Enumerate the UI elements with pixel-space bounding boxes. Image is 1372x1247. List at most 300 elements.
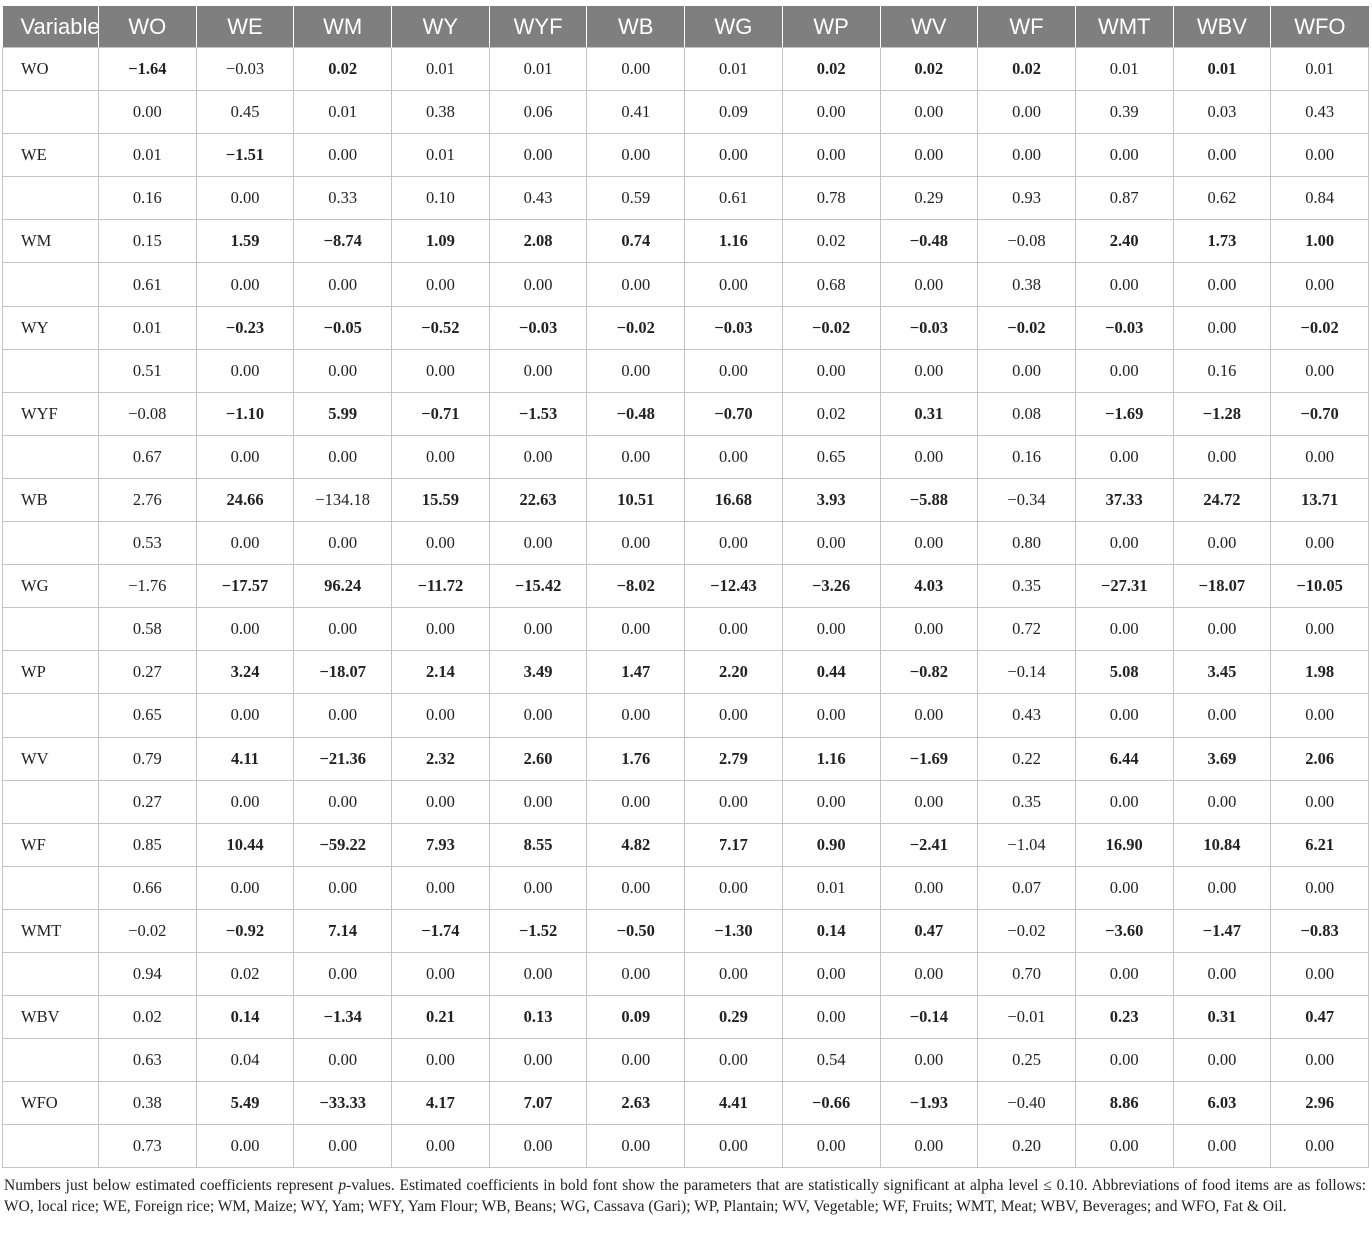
pvalue-cell: 0.00 <box>685 1039 783 1082</box>
coefficient-cell: 1.00 <box>1271 220 1369 263</box>
coefficient-cell: 2.08 <box>489 220 587 263</box>
coefficient-cell: 0.02 <box>782 48 880 91</box>
coefficient-cell: −1.93 <box>880 1082 978 1125</box>
pvalue-cell: 0.38 <box>392 91 490 134</box>
pvalue-cell: 0.00 <box>880 263 978 306</box>
pvalue-cell: 0.00 <box>685 349 783 392</box>
pvalue-cell: 0.00 <box>196 608 294 651</box>
coefficient-row <box>3 1082 1369 1125</box>
elasticity-table <box>2 6 1369 1168</box>
row-label <box>3 608 99 651</box>
coefficient-cell: −1.69 <box>880 737 978 780</box>
header-col-wbv: WBV <box>1173 6 1271 48</box>
coefficient-cell: −0.92 <box>196 909 294 952</box>
coefficient-cell: −1.04 <box>978 823 1076 866</box>
coefficient-cell: 0.00 <box>587 48 685 91</box>
pvalue-cell: 0.00 <box>196 435 294 478</box>
coefficient-cell: 0.02 <box>782 392 880 435</box>
coefficient-cell: −1.64 <box>99 48 197 91</box>
header-col-wm: WM <box>294 6 392 48</box>
row-label: WY <box>3 306 99 349</box>
coefficient-row <box>3 909 1369 952</box>
pvalue-cell: 0.00 <box>1173 435 1271 478</box>
pvalue-cell: 0.43 <box>489 177 587 220</box>
coefficient-cell: −21.36 <box>294 737 392 780</box>
pvalue-cell: 0.00 <box>489 435 587 478</box>
header-col-wy: WY <box>392 6 490 48</box>
coefficient-cell: −0.66 <box>782 1082 880 1125</box>
footnote-part1: Numbers just below estimated coefficients represent <box>4 1177 339 1194</box>
coefficient-cell: 0.27 <box>99 651 197 694</box>
header-col-wmt: WMT <box>1075 6 1173 48</box>
pvalue-cell: 0.00 <box>685 952 783 995</box>
coefficient-cell: −1.47 <box>1173 909 1271 952</box>
pvalue-cell: 0.10 <box>392 177 490 220</box>
row-label: WBV <box>3 996 99 1039</box>
pvalue-cell: 0.16 <box>99 177 197 220</box>
pvalue-cell: 0.00 <box>587 780 685 823</box>
pvalue-cell: 0.00 <box>880 522 978 565</box>
coefficient-cell: −0.82 <box>880 651 978 694</box>
pvalue-cell: 0.73 <box>99 1125 197 1168</box>
coefficient-cell: −0.03 <box>1075 306 1173 349</box>
pvalue-cell: 0.00 <box>587 608 685 651</box>
pvalue-cell: 0.00 <box>685 1125 783 1168</box>
pvalue-cell: 0.00 <box>1271 1125 1369 1168</box>
coefficient-cell: 2.32 <box>392 737 490 780</box>
pvalue-cell: 0.00 <box>685 435 783 478</box>
coefficient-cell: 0.85 <box>99 823 197 866</box>
pvalue-row <box>3 694 1369 737</box>
coefficient-cell: 3.24 <box>196 651 294 694</box>
pvalue-cell: 0.00 <box>392 780 490 823</box>
pvalue-cell: 0.00 <box>685 608 783 651</box>
coefficient-row <box>3 823 1369 866</box>
pvalue-cell: 0.00 <box>1271 435 1369 478</box>
pvalue-cell: 0.00 <box>392 694 490 737</box>
pvalue-cell: 0.68 <box>782 263 880 306</box>
row-label <box>3 263 99 306</box>
pvalue-cell: 0.00 <box>685 263 783 306</box>
coefficient-cell: 22.63 <box>489 478 587 521</box>
coefficient-cell: 8.55 <box>489 823 587 866</box>
coefficient-cell: −1.30 <box>685 909 783 952</box>
pvalue-cell: 0.00 <box>587 349 685 392</box>
pvalue-cell: 0.01 <box>782 866 880 909</box>
coefficient-cell: 7.14 <box>294 909 392 952</box>
row-label: WV <box>3 737 99 780</box>
pvalue-cell: 0.00 <box>489 694 587 737</box>
coefficient-row <box>3 651 1369 694</box>
coefficient-cell: 8.86 <box>1075 1082 1173 1125</box>
coefficient-cell: −0.02 <box>99 909 197 952</box>
coefficient-cell: −0.02 <box>1271 306 1369 349</box>
coefficient-cell: 24.72 <box>1173 478 1271 521</box>
coefficient-cell: −11.72 <box>392 565 490 608</box>
pvalue-cell: 0.00 <box>392 1039 490 1082</box>
pvalue-row <box>3 952 1369 995</box>
coefficient-cell: 0.00 <box>782 996 880 1039</box>
coefficient-cell: −3.26 <box>782 565 880 608</box>
coefficient-cell: 1.76 <box>587 737 685 780</box>
header-col-wp: WP <box>782 6 880 48</box>
pvalue-cell: 0.53 <box>99 522 197 565</box>
pvalue-cell: 0.00 <box>392 608 490 651</box>
pvalue-cell: 0.00 <box>392 952 490 995</box>
coefficient-cell: −0.08 <box>978 220 1076 263</box>
row-label <box>3 866 99 909</box>
coefficient-cell: 0.01 <box>392 48 490 91</box>
pvalue-row <box>3 435 1369 478</box>
pvalue-cell: 0.58 <box>99 608 197 651</box>
coefficient-cell: −0.23 <box>196 306 294 349</box>
coefficient-cell: 0.31 <box>880 392 978 435</box>
pvalue-cell: 0.00 <box>880 349 978 392</box>
coefficient-cell: −0.05 <box>294 306 392 349</box>
coefficient-row <box>3 306 1369 349</box>
pvalue-cell: 0.06 <box>489 91 587 134</box>
coefficient-row <box>3 565 1369 608</box>
coefficient-cell: 10.84 <box>1173 823 1271 866</box>
pvalue-cell: 0.00 <box>587 866 685 909</box>
coefficient-cell: 0.14 <box>782 909 880 952</box>
coefficient-cell: 0.00 <box>880 134 978 177</box>
pvalue-cell: 0.00 <box>294 522 392 565</box>
coefficient-cell: 10.51 <box>587 478 685 521</box>
pvalue-cell: 0.78 <box>782 177 880 220</box>
pvalue-cell: 0.65 <box>782 435 880 478</box>
header-col-wg: WG <box>685 6 783 48</box>
header-row <box>3 6 1369 48</box>
coefficient-cell: 0.38 <box>99 1082 197 1125</box>
coefficient-cell: −0.48 <box>587 392 685 435</box>
coefficient-cell: 0.00 <box>782 134 880 177</box>
coefficient-cell: 0.15 <box>99 220 197 263</box>
coefficient-cell: 4.82 <box>587 823 685 866</box>
coefficient-cell: 2.76 <box>99 478 197 521</box>
coefficient-cell: −0.70 <box>685 392 783 435</box>
coefficient-cell: −0.02 <box>978 306 1076 349</box>
coefficient-cell: 4.41 <box>685 1082 783 1125</box>
row-label: WP <box>3 651 99 694</box>
header-variable: Variable <box>3 6 99 48</box>
pvalue-cell: 0.00 <box>1075 780 1173 823</box>
coefficient-cell: 3.45 <box>1173 651 1271 694</box>
pvalue-cell: 0.00 <box>1271 694 1369 737</box>
coefficient-cell: −1.69 <box>1075 392 1173 435</box>
coefficient-cell: 0.21 <box>392 996 490 1039</box>
header-col-wf: WF <box>978 6 1076 48</box>
coefficient-cell: 0.01 <box>1075 48 1173 91</box>
pvalue-cell: 0.00 <box>587 522 685 565</box>
pvalue-cell: 0.00 <box>99 91 197 134</box>
pvalue-cell: 0.00 <box>1173 866 1271 909</box>
coefficient-cell: −1.76 <box>99 565 197 608</box>
pvalue-cell: 0.00 <box>685 694 783 737</box>
coefficient-cell: 10.44 <box>196 823 294 866</box>
pvalue-cell: 0.00 <box>1075 522 1173 565</box>
coefficient-cell: 16.68 <box>685 478 783 521</box>
coefficient-cell: 0.00 <box>1173 306 1271 349</box>
row-label <box>3 522 99 565</box>
coefficient-cell: 0.01 <box>489 48 587 91</box>
row-label: WE <box>3 134 99 177</box>
coefficient-cell: −33.33 <box>294 1082 392 1125</box>
pvalue-cell: 0.00 <box>1173 608 1271 651</box>
pvalue-cell: 0.00 <box>1075 435 1173 478</box>
pvalue-cell: 0.00 <box>1075 952 1173 995</box>
pvalue-cell: 0.00 <box>1075 1039 1173 1082</box>
pvalue-cell: 0.00 <box>196 349 294 392</box>
pvalue-cell: 0.59 <box>587 177 685 220</box>
pvalue-row <box>3 608 1369 651</box>
coefficient-cell: 6.44 <box>1075 737 1173 780</box>
coefficient-cell: 2.40 <box>1075 220 1173 263</box>
coefficient-cell: 0.01 <box>1271 48 1369 91</box>
table-footnote <box>4 1175 1366 1217</box>
pvalue-cell: 0.00 <box>1271 1039 1369 1082</box>
pvalue-cell: 0.00 <box>880 952 978 995</box>
pvalue-cell: 0.00 <box>294 263 392 306</box>
coefficient-cell: −8.74 <box>294 220 392 263</box>
pvalue-cell: 0.41 <box>587 91 685 134</box>
coefficient-cell: −59.22 <box>294 823 392 866</box>
pvalue-cell: 0.00 <box>489 780 587 823</box>
pvalue-cell: 0.16 <box>978 435 1076 478</box>
pvalue-cell: 0.00 <box>1075 608 1173 651</box>
pvalue-cell: 0.00 <box>489 1125 587 1168</box>
pvalue-cell: 0.00 <box>294 1039 392 1082</box>
coefficient-cell: −0.14 <box>880 996 978 1039</box>
coefficient-cell: 4.17 <box>392 1082 490 1125</box>
pvalue-cell: 0.00 <box>392 435 490 478</box>
table-body <box>3 48 1369 1168</box>
coefficient-cell: −1.10 <box>196 392 294 435</box>
pvalue-cell: 0.00 <box>1173 694 1271 737</box>
coefficient-cell: 0.00 <box>1173 134 1271 177</box>
coefficient-cell: 0.02 <box>880 48 978 91</box>
coefficient-cell: 1.73 <box>1173 220 1271 263</box>
pvalue-row <box>3 866 1369 909</box>
coefficient-cell: −0.08 <box>99 392 197 435</box>
pvalue-cell: 0.00 <box>1075 694 1173 737</box>
pvalue-cell: 0.00 <box>1075 866 1173 909</box>
coefficient-cell: 2.96 <box>1271 1082 1369 1125</box>
coefficient-cell: −10.05 <box>1271 565 1369 608</box>
coefficient-cell: 0.00 <box>587 134 685 177</box>
header-col-wfo: WFO <box>1271 6 1369 48</box>
coefficient-row <box>3 996 1369 1039</box>
table-header <box>3 6 1369 48</box>
coefficient-cell: 0.09 <box>587 996 685 1039</box>
pvalue-cell: 0.00 <box>392 263 490 306</box>
pvalue-cell: 0.00 <box>392 1125 490 1168</box>
pvalue-cell: 0.07 <box>978 866 1076 909</box>
pvalue-cell: 0.00 <box>782 952 880 995</box>
coefficient-cell: 1.16 <box>685 220 783 263</box>
pvalue-cell: 0.00 <box>489 608 587 651</box>
pvalue-cell: 0.93 <box>978 177 1076 220</box>
pvalue-row <box>3 263 1369 306</box>
pvalue-cell: 0.00 <box>1173 952 1271 995</box>
pvalue-cell: 0.00 <box>1173 1125 1271 1168</box>
pvalue-cell: 0.61 <box>99 263 197 306</box>
pvalue-cell: 0.00 <box>294 608 392 651</box>
pvalue-cell: 0.00 <box>1075 1125 1173 1168</box>
coefficient-cell: 5.49 <box>196 1082 294 1125</box>
coefficient-cell: 0.14 <box>196 996 294 1039</box>
pvalue-cell: 0.00 <box>587 435 685 478</box>
pvalue-cell: 0.84 <box>1271 177 1369 220</box>
pvalue-cell: 0.00 <box>587 1039 685 1082</box>
coefficient-cell: −0.40 <box>978 1082 1076 1125</box>
coefficient-cell: −18.07 <box>294 651 392 694</box>
pvalue-cell: 0.00 <box>685 780 783 823</box>
pvalue-cell: 0.00 <box>782 780 880 823</box>
coefficient-cell: 13.71 <box>1271 478 1369 521</box>
coefficient-cell: 1.98 <box>1271 651 1369 694</box>
pvalue-cell: 0.43 <box>978 694 1076 737</box>
coefficient-cell: 4.03 <box>880 565 978 608</box>
pvalue-cell: 0.00 <box>1075 263 1173 306</box>
coefficient-cell: 37.33 <box>1075 478 1173 521</box>
pvalue-cell: 0.66 <box>99 866 197 909</box>
coefficient-cell: −0.03 <box>196 48 294 91</box>
pvalue-cell: 0.09 <box>685 91 783 134</box>
pvalue-cell: 0.35 <box>978 780 1076 823</box>
coefficient-cell: −1.74 <box>392 909 490 952</box>
pvalue-cell: 0.00 <box>880 91 978 134</box>
pvalue-cell: 0.00 <box>782 522 880 565</box>
pvalue-cell: 0.20 <box>978 1125 1076 1168</box>
coefficient-cell: 0.47 <box>1271 996 1369 1039</box>
pvalue-cell: 0.00 <box>196 263 294 306</box>
coefficient-cell: 0.01 <box>392 134 490 177</box>
pvalue-cell: 0.00 <box>294 866 392 909</box>
coefficient-cell: 2.14 <box>392 651 490 694</box>
coefficient-cell: 5.08 <box>1075 651 1173 694</box>
pvalue-cell: 0.00 <box>1271 952 1369 995</box>
pvalue-cell: 0.00 <box>489 349 587 392</box>
coefficient-cell: 2.06 <box>1271 737 1369 780</box>
pvalue-cell: 0.43 <box>1271 91 1369 134</box>
coefficient-cell: −1.53 <box>489 392 587 435</box>
pvalue-cell: 0.00 <box>880 608 978 651</box>
pvalue-cell: 0.25 <box>978 1039 1076 1082</box>
coefficient-cell: 16.90 <box>1075 823 1173 866</box>
pvalue-cell: 0.00 <box>587 952 685 995</box>
coefficient-cell: −15.42 <box>489 565 587 608</box>
coefficient-cell: 1.47 <box>587 651 685 694</box>
row-label <box>3 177 99 220</box>
coefficient-cell: 0.00 <box>685 134 783 177</box>
pvalue-cell: 0.00 <box>587 1125 685 1168</box>
pvalue-cell: 0.00 <box>782 694 880 737</box>
coefficient-row <box>3 478 1369 521</box>
pvalue-cell: 0.94 <box>99 952 197 995</box>
coefficient-cell: −17.57 <box>196 565 294 608</box>
coefficient-cell: −0.14 <box>978 651 1076 694</box>
pvalue-cell: 0.00 <box>1271 780 1369 823</box>
pvalue-cell: 0.00 <box>978 349 1076 392</box>
coefficient-cell: 0.01 <box>99 134 197 177</box>
row-label <box>3 952 99 995</box>
coefficient-cell: 0.13 <box>489 996 587 1039</box>
pvalue-cell: 0.00 <box>1271 263 1369 306</box>
pvalue-cell: 0.00 <box>196 177 294 220</box>
row-label <box>3 349 99 392</box>
row-label <box>3 1039 99 1082</box>
coefficient-cell: 0.79 <box>99 737 197 780</box>
coefficient-cell: 1.59 <box>196 220 294 263</box>
coefficient-cell: 0.01 <box>1173 48 1271 91</box>
row-label: WFO <box>3 1082 99 1125</box>
pvalue-cell: 0.39 <box>1075 91 1173 134</box>
pvalue-cell: 0.00 <box>880 780 978 823</box>
pvalue-cell: 0.00 <box>1271 522 1369 565</box>
coefficient-cell: 24.66 <box>196 478 294 521</box>
pvalue-cell: 0.00 <box>196 694 294 737</box>
coefficient-cell: −3.60 <box>1075 909 1173 952</box>
pvalue-cell: 0.87 <box>1075 177 1173 220</box>
coefficient-cell: −0.50 <box>587 909 685 952</box>
pvalue-cell: 0.00 <box>782 349 880 392</box>
pvalue-cell: 0.00 <box>782 91 880 134</box>
pvalue-cell: 0.16 <box>1173 349 1271 392</box>
coefficient-cell: −8.02 <box>587 565 685 608</box>
coefficient-cell: 0.90 <box>782 823 880 866</box>
pvalue-cell: 0.72 <box>978 608 1076 651</box>
pvalue-cell: 0.54 <box>782 1039 880 1082</box>
coefficient-cell: 0.47 <box>880 909 978 952</box>
pvalue-cell: 0.00 <box>196 522 294 565</box>
pvalue-cell: 0.00 <box>587 694 685 737</box>
pvalue-cell: 0.00 <box>880 1125 978 1168</box>
coefficient-row <box>3 392 1369 435</box>
pvalue-cell: 0.00 <box>294 780 392 823</box>
coefficient-cell: −0.52 <box>392 306 490 349</box>
pvalue-cell: 0.00 <box>1271 349 1369 392</box>
pvalue-cell: 0.00 <box>880 1039 978 1082</box>
pvalue-cell: 0.00 <box>392 349 490 392</box>
coefficient-cell: −0.70 <box>1271 392 1369 435</box>
row-label: WMT <box>3 909 99 952</box>
pvalue-cell: 0.00 <box>880 866 978 909</box>
coefficient-cell: 0.31 <box>1173 996 1271 1039</box>
coefficient-cell: 2.63 <box>587 1082 685 1125</box>
row-label: WB <box>3 478 99 521</box>
pvalue-cell: 0.80 <box>978 522 1076 565</box>
pvalue-row <box>3 522 1369 565</box>
pvalue-cell: 0.03 <box>1173 91 1271 134</box>
coefficient-cell: 3.93 <box>782 478 880 521</box>
pvalue-cell: 0.00 <box>782 608 880 651</box>
coefficient-row <box>3 220 1369 263</box>
coefficient-cell: 3.49 <box>489 651 587 694</box>
pvalue-cell: 0.00 <box>1173 1039 1271 1082</box>
pvalue-cell: 0.04 <box>196 1039 294 1082</box>
row-label: WG <box>3 565 99 608</box>
coefficient-cell: −12.43 <box>685 565 783 608</box>
coefficient-cell: 6.21 <box>1271 823 1369 866</box>
pvalue-cell: 0.00 <box>1271 608 1369 651</box>
row-label <box>3 780 99 823</box>
pvalue-cell: 0.67 <box>99 435 197 478</box>
coefficient-cell: 0.00 <box>489 134 587 177</box>
coefficient-row <box>3 737 1369 780</box>
coefficient-cell: 0.01 <box>99 306 197 349</box>
pvalue-cell: 0.00 <box>392 522 490 565</box>
